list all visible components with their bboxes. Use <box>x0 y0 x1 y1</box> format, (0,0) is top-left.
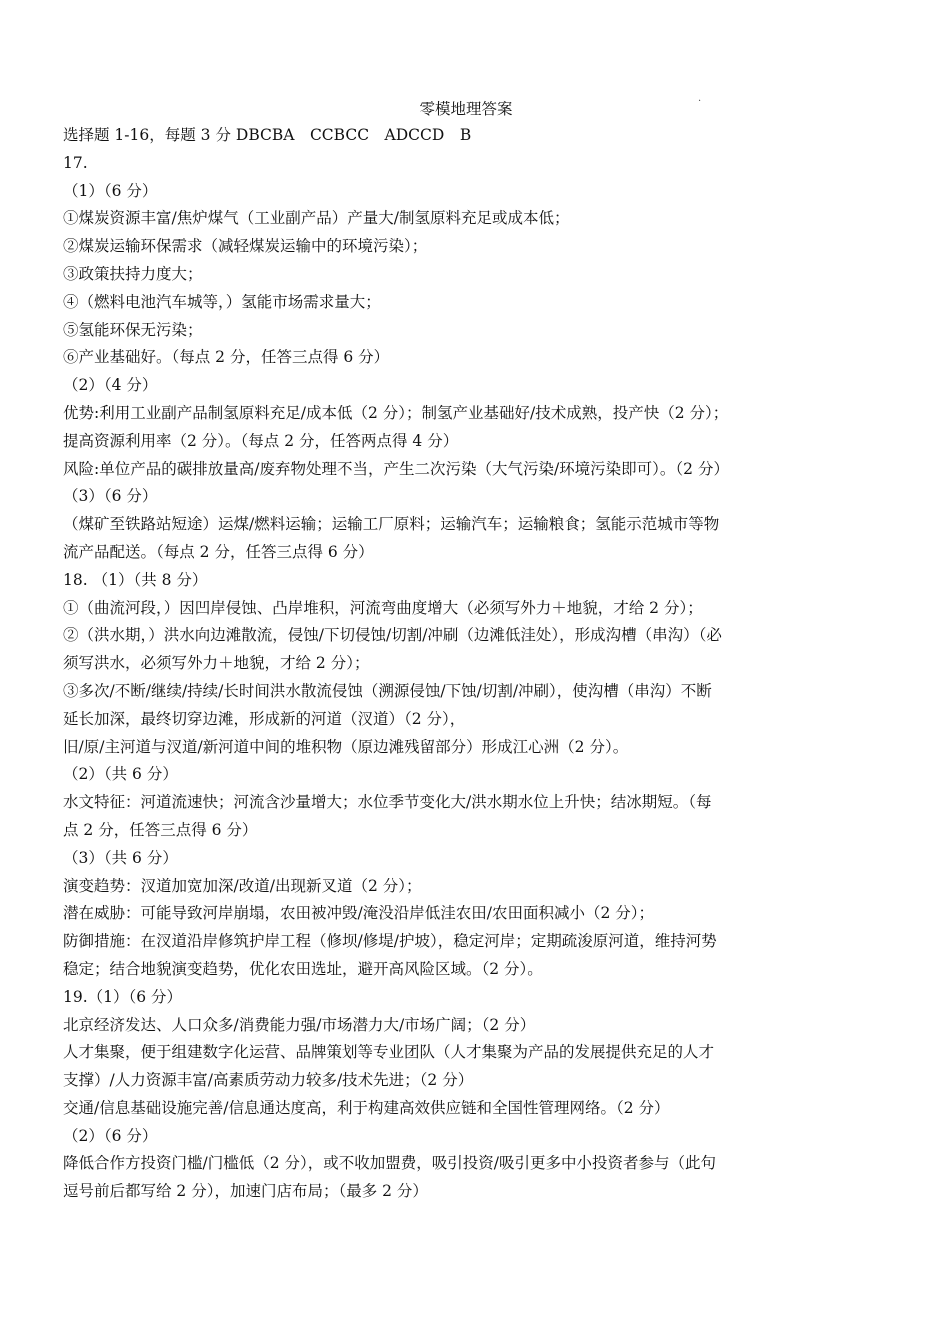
text-line: ⑥产业基础好。（每点 2 分，任答三点得 6 分） <box>63 348 390 367</box>
text-line: 选择题 1-16，每题 3 分 DBCBA CCBCC ADCCD B <box>63 126 472 144</box>
text-line: 潜在威胁：可能导致河岸崩塌，农田被冲毁/淹没沿岸低洼农田/农田面积减小（2 分）； <box>63 904 654 923</box>
text-line: ⑤氢能环保无污染； <box>63 320 203 339</box>
text-line: ②（洪水期，）洪水向边滩散流，侵蚀/下切侵蚀/切割/冲刷（边滩低洼处），形成沟槽（串沟）（必 <box>63 626 722 645</box>
text-line: 18. （1）（共 8 分） <box>63 570 208 589</box>
text-line: ②煤炭运输环保需求（减轻煤炭运输中的环境污染）； <box>63 237 428 256</box>
text-line: （2）（共 6 分） <box>63 765 178 784</box>
text-line: ④（燃料电池汽车城等，）氢能市场需求量大； <box>63 292 381 311</box>
text-line: （1）（6 分） <box>63 181 158 200</box>
text-line: 17. <box>63 153 88 172</box>
text-line: （2）（4 分） <box>63 376 158 395</box>
text-line: 延长加深，最终切穿边滩，形成新的河道（汊道）（2 分）， <box>63 709 466 728</box>
page-title: 零模地理答案 <box>419 100 513 118</box>
text-line: 降低合作方投资门槛/门槛低（2 分），或不收加盟费，吸引投资/吸引更多中小投资者参与（此句 <box>63 1154 716 1173</box>
stray-dot: · <box>698 96 702 107</box>
text-line: （2）（6 分） <box>63 1126 158 1145</box>
text-line: 19.（1）（6 分） <box>63 987 183 1006</box>
text-line: 人才集聚，便于组建数字化运营、品牌策划等专业团队（人才集聚为产品的发展提供充足的人才 <box>63 1043 715 1062</box>
text-line: 须写洪水，必须写外力＋地貌，才给 2 分）； <box>63 654 370 673</box>
text-line: ③政策扶持力度大； <box>63 264 203 283</box>
text-line: 流产品配送。（每点 2 分，任答三点得 6 分） <box>63 542 374 561</box>
text-line: 逗号前后都写给 2 分），加速门店布局；（最多 2 分） <box>63 1182 428 1201</box>
text-line: （3）（6 分） <box>63 487 158 506</box>
text-line: 旧/原/主河道与汊道/新河道中间的堆积物（原边滩残留部分）形成江心洲（2 分）。 <box>63 737 629 756</box>
text-line: 点 2 分，任答三点得 6 分） <box>63 820 258 839</box>
text-line: ③多次/不断/继续/持续/长时间洪水散流侵蚀（溯源侵蚀/下蚀/切割/冲刷），使沟槽（串沟）不断 <box>63 681 712 700</box>
text-line: 交通/信息基础设施完善/信息通达度高，利于构建高效供应链和全国性管理网络。（2 分） <box>63 1098 670 1117</box>
text-line: ①（曲流河段，）因凹岸侵蚀、凸岸堆积，河流弯曲度增大（必须写外力＋地貌，才给 2 分）； <box>63 598 703 617</box>
text-line: （3）（共 6 分） <box>63 848 178 867</box>
text-line: 水文特征：河道流速快；河流含沙量增大；水位季节变化大/洪水期水位上升快；结冰期短。（每 <box>63 793 712 812</box>
text-line: 支撑）/人力资源丰富/高素质劳动力较多/技术先进；（2 分） <box>63 1071 474 1090</box>
text-line: 稳定；结合地貌演变趋势，优化农田选址，避开高风险区域。（2 分）。 <box>63 959 543 978</box>
text-line: （煤矿至铁路站短途）运煤/燃料运输；运输工厂原料；运输汽车；运输粮食；氢能示范城市等物 <box>63 515 720 534</box>
text-line: ①煤炭资源丰富/焦炉煤气（工业副产品）产量大/制氢原料充足或成本低； <box>63 209 570 228</box>
text-line: 演变趋势：汊道加宽加深/改道/出现新叉道（2 分）； <box>63 876 422 895</box>
text-line: 北京经济发达、人口众多/消费能力强/市场潜力大/市场广阔；（2 分） <box>63 1015 536 1034</box>
answer-content <box>63 122 883 1206</box>
text-line: 优势:利用工业副产品制氢原料充足/成本低（2 分）；制氢产业基础好/技术成熟，投产快（2 分）； <box>63 403 729 422</box>
text-line: 防御措施：在汊道沿岸修筑护岸工程（修坝/修堤/护坡），稳定河岸；定期疏浚原河道，维持河势 <box>63 932 717 951</box>
text-line: 提高资源利用率（2 分）。（每点 2 分，任答两点得 4 分） <box>63 431 459 450</box>
text-line: 风险:单位产品的碳排放量高/废弃物处理不当，产生二次污染（大气污染/环境污染即可）。（2 分） <box>63 459 729 478</box>
